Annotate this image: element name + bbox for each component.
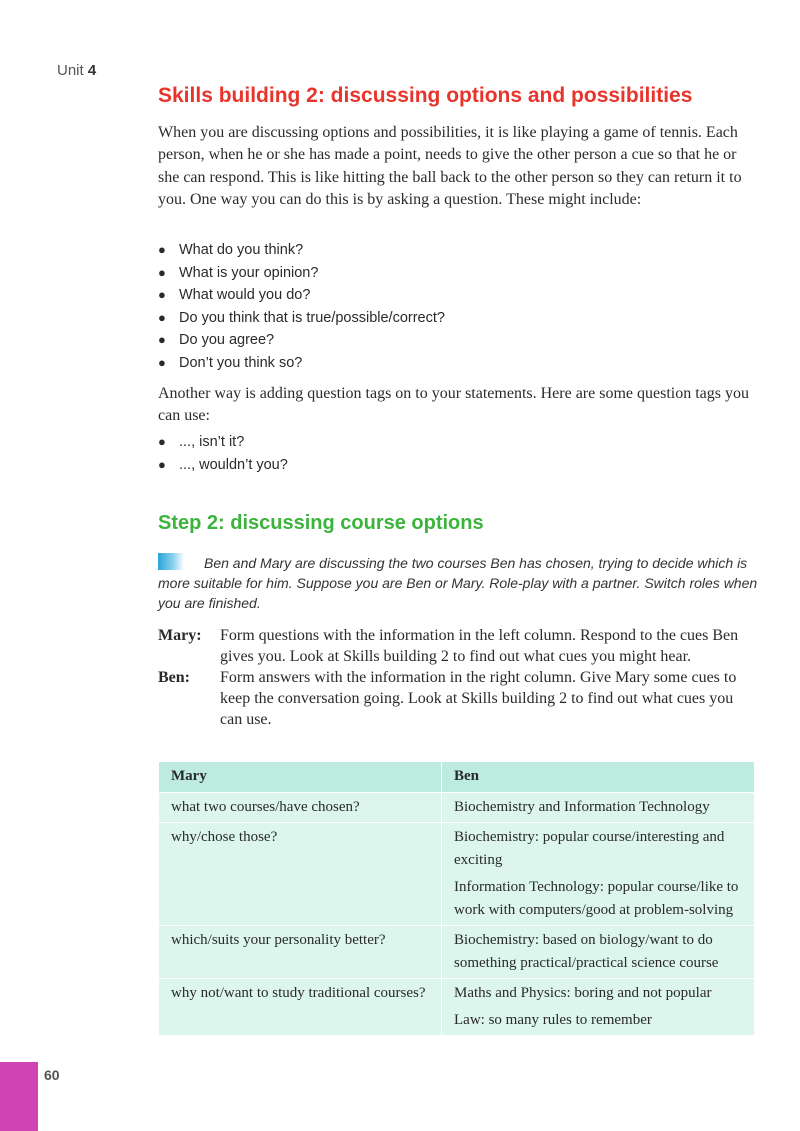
column-header-ben: Ben [442,762,755,793]
role-name: Mary: [158,627,202,644]
unit-prefix: Unit [57,62,84,79]
list-item: ● What would you do? [158,284,445,307]
tags-intro: Another way is adding question tags on to your statements. Here are some question tags you can use: [158,385,749,425]
list-item: ● Do you think that is true/possible/correct? [158,307,445,330]
role-text: Form questions with the information in the left column. Respond to the cues Ben gives you. Look at Skills building 2 to find out what cues you might hear. [220,627,739,665]
tag-list [158,431,288,476]
bullet-icon: ● [158,332,166,348]
step-heading: Step 2: discussing course options [158,512,484,534]
table-row [159,793,755,823]
mary-cell: which/suits your personality better? [159,926,442,979]
list-item: ● ..., isn’t it? [158,431,288,454]
bullet-icon: ● [158,456,166,472]
bullet-icon: ● [158,264,166,280]
bullet-icon: ● [158,434,166,449]
list-item: ● What is your opinion? [158,262,445,285]
table-row [159,823,755,926]
bullet-icon: ● [158,242,166,257]
ben-cell: Biochemistry: based on biology/want to do something practical/practical science course [442,926,755,979]
table-row [159,926,755,979]
role-name: Ben: [158,669,190,686]
bullet-icon: ● [158,309,166,325]
list-item: ● ..., wouldn’t you? [158,454,288,477]
role-mary [158,625,758,667]
page-tab [0,1062,38,1131]
list-item: ● What do you think? [158,239,445,262]
course-options-table [158,761,755,1036]
unit-label [57,62,96,79]
mary-cell: why/chose those? [159,823,442,926]
skills-intro: When you are discussing options and possibilities, it is like playing a game of tennis. Each person, when he or she has made a point, needs to give the other person a cue so that he or she can respond. This is like hitting the ball back to the other person so they can return it to you. One way you can do this is by asking a question. These might include: [158,124,742,209]
ben-cell: Biochemistry and Information Technology [442,793,755,823]
bullet-icon: ● [158,287,166,303]
skills-heading: Skills building 2: discussing options and possibilities [158,84,693,107]
ben-cell: Biochemistry: popular course/interesting and exciting Information Technology: popular course/like to work with computers/good at problem-solving [442,823,755,926]
question-list [158,239,445,375]
table-row [159,979,755,1036]
table-header-row [159,762,755,793]
page-number: 60 [44,1067,60,1083]
step-instruction: Ben and Mary are discussing the two courses Ben has chosen, trying to decide which is more suitable for him. Suppose you are Ben or Mary. Role-play with a partner. Switch roles when you are finished. [158,555,758,611]
role-instructions [158,625,758,730]
mary-cell: why not/want to study traditional courses? [159,979,442,1036]
bullet-icon: ● [158,354,166,370]
column-header-mary: Mary [159,762,442,793]
ben-cell: Maths and Physics: boring and not popular Law: so many rules to remember [442,979,755,1036]
role-ben [158,667,758,730]
mary-cell: what two courses/have chosen? [159,793,442,823]
role-text: Form answers with the information in the right column. Give Mary some cues to keep the conversation going. Look at Skills building 2 to find out what cues you can use. [220,669,737,728]
list-item: ● Do you agree? [158,329,445,352]
unit-number: 4 [87,62,97,79]
list-item: ● Don’t you think so? [158,352,445,375]
